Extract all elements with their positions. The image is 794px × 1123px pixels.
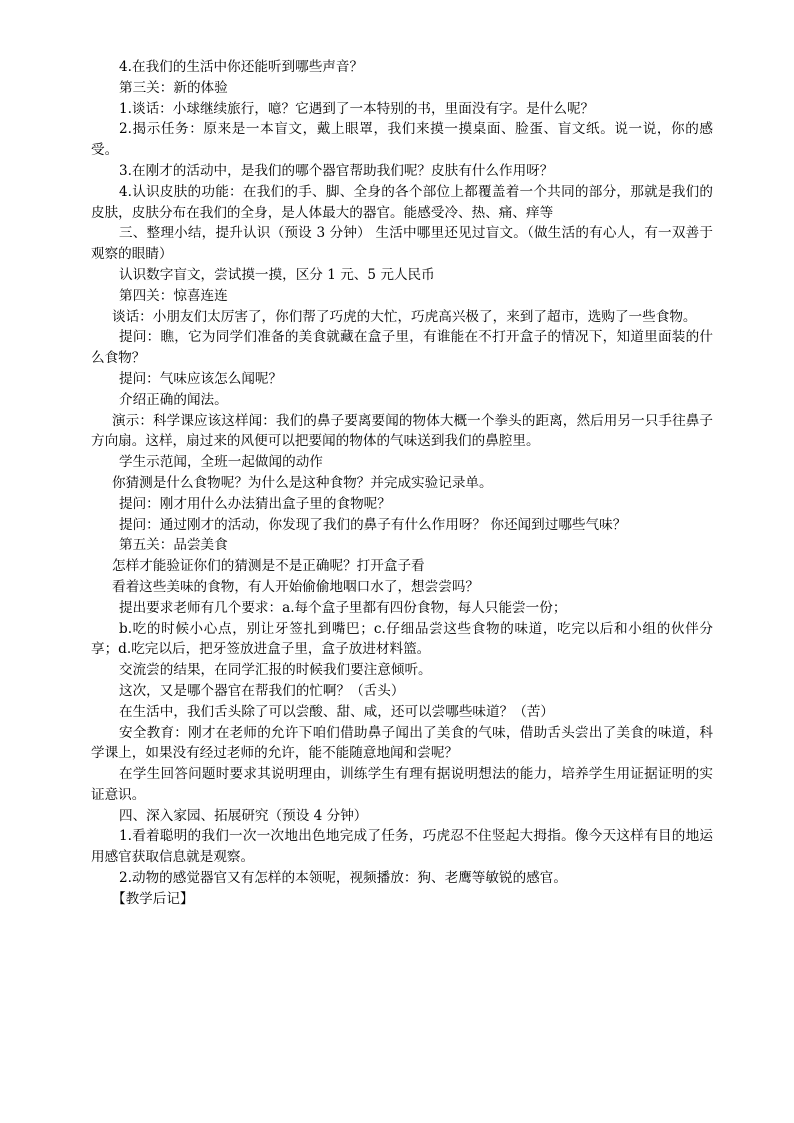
- heading-level-four: 第四关：惊喜连连: [119, 287, 228, 304]
- paragraph-summary: 三、整理小结，提升认识（预设 3 分钟） 生活中哪里还见过盲文。（做生活的有心人，有一双善于观察的眼睛）: [91, 225, 713, 263]
- paragraph-organ-question: 3.在刚才的活动中，是我们的哪个器官帮助我们呢？皮肤有什么作用呀？: [119, 162, 554, 179]
- paragraph-question-method: 提问：刚才用什么办法猜出盒子里的食物呢？: [119, 495, 391, 512]
- paragraph-animal-senses: 2.动物的感觉器官又有怎样的本领呢，视频播放：狗、老鹰等敏锐的感官。: [119, 870, 567, 887]
- paragraph-observation: 1.看着聪明的我们一次一次地出色地完成了任务，巧虎忍不住竖起大拇指。像今天这样有目的地运用感官获取信息就是观察。: [91, 828, 713, 866]
- heading-level-five: 第五关：品尝美食: [119, 537, 228, 554]
- paragraph-safety: 安全教育：刚才在老师的允许下咱们借助鼻子闻出了美食的气味，借助舌头尝出了美食的味道，科学课上，如果没有经过老师的允许，能不能随意地闻和尝呢？: [91, 724, 713, 762]
- heading-section-four: 四、深入家园、拓展研究（预设 4 分钟）: [119, 807, 368, 824]
- paragraph-tongue-tastes: 在生活中，我们舌头除了可以尝酸、甜、咸，还可以尝哪些味道？（苦）: [119, 703, 554, 720]
- paragraph-skin-function: 4.认识皮肤的功能：在我们的手、脚、全身的各个部位上都覆盖着一个共同的部分，那就是我们的皮肤，皮肤分布在我们的全身，是人体最大的器官。能感受冷、热、痛、痒等: [91, 183, 713, 221]
- paragraph-talk-supermarket: 谈话：小朋友们太厉害了，你们帮了巧虎的大忙，巧虎高兴极了，来到了超市，选购了一些食物。: [112, 308, 697, 325]
- paragraph-share-results: 交流尝的结果，在同学汇报的时候我们要注意倾听。: [119, 662, 432, 679]
- paragraph-taste-invite: 看着这些美味的食物，有人开始偷偷地咽口水了，想尝尝吗？: [112, 578, 480, 595]
- paragraph-requirements: 提出要求老师有几个要求：a.每个盒子里都有四份食物，每人只能尝一份；: [119, 599, 567, 616]
- paragraph-which-organ: 这次，又是哪个器官在帮我们的忙啊？（舌头）: [119, 682, 405, 699]
- paragraph-question-box: 提问：瞧，它为同学们准备的美食就藏在盒子里，有谁能在不打开盒子的情况下，知道里面装的什么食物？: [91, 329, 713, 367]
- paragraph-braille-task: 2.揭示任务：原来是一本盲文，戴上眼罩，我们来摸一摸桌面、脸蛋、盲文纸。说一说，你的感受。: [91, 121, 713, 159]
- paragraph-question-smell: 提问：气味应该怎么闻呢？: [119, 370, 283, 387]
- paragraph-demonstration: 演示：科学课应该这样闻：我们的鼻子要离要闻的物体大概一个拳头的距离，然后用另一只手往鼻子方向扇。这样，扇过来的风便可以把要闻的物体的气味送到我们的鼻腔里。: [91, 412, 713, 450]
- paragraph-question-sounds: 4.在我们的生活中你还能听到哪些声音？: [119, 59, 364, 75]
- heading-teaching-notes: 【教学后记】: [112, 890, 194, 907]
- paragraph-verify-guess: 怎样才能验证你们的猜测是不是正确呢？打开盒子看: [112, 558, 425, 575]
- document-page: [91, 57, 713, 910]
- paragraph-student-demo: 学生示范闻，全班一起做闻的动作: [119, 454, 323, 471]
- heading-level-three: 第三关：新的体验: [119, 79, 228, 96]
- paragraph-reasoning: 在学生回答问题时要求其说明理由，训练学生有理有据说明想法的能力，培养学生用证据证明的实证意识。: [91, 766, 713, 803]
- paragraph-question-nose: 提问：通过刚才的活动，你发现了我们的鼻子有什么作用呀？ 你还闻到过哪些气味？: [119, 516, 627, 533]
- paragraph-talk-ball: 1.谈话：小球继续旅行，噫？它遇到了一本特别的书，里面没有字。是什么呢？: [119, 100, 595, 117]
- paragraph-braille-numbers: 认识数字盲文，尝试摸一摸，区分 1 元、5 元人民币: [119, 266, 435, 283]
- paragraph-smell-method: 介绍正确的闻法。: [119, 391, 228, 408]
- paragraph-requirements-detail: b.吃的时候小心点，别让牙签扎到嘴巴；c.仔细品尝这些食物的味道，吃完以后和小组的伙伴分享；d.吃完以后，把牙签放进盒子里，盒子放进材料篮。: [91, 620, 713, 658]
- paragraph-guess-food: 你猜测是什么食物呢？为什么是这种食物？并完成实验记录单。: [112, 474, 493, 491]
